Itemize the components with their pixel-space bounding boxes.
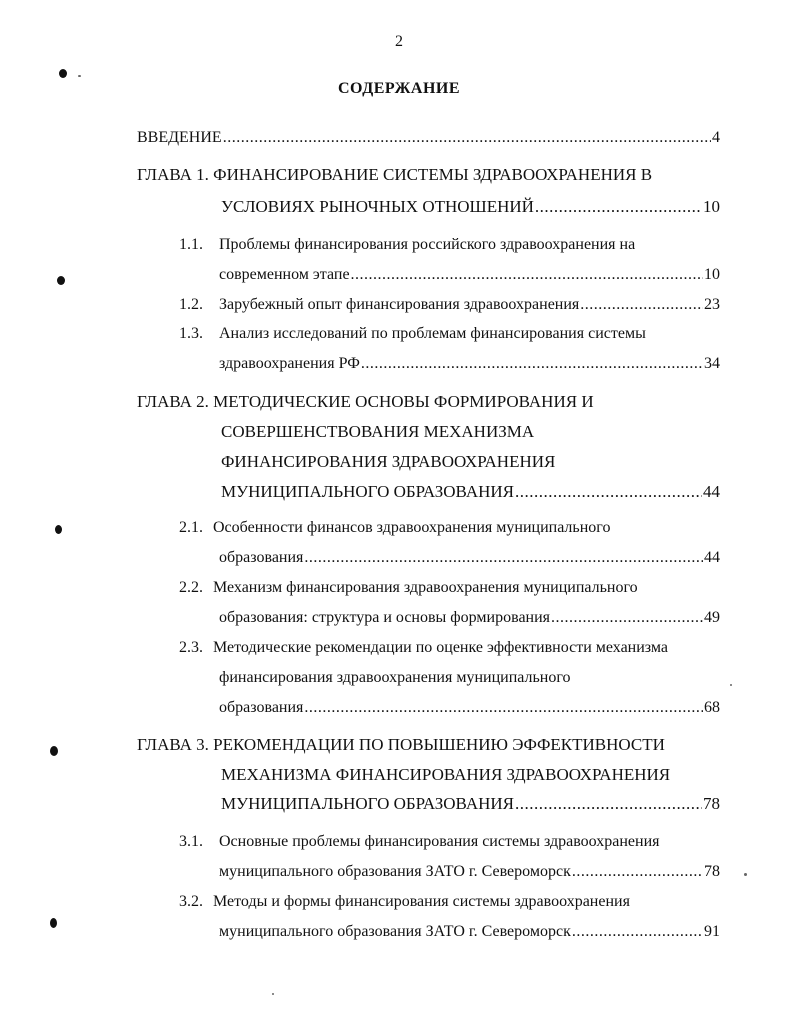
chapter-title-line: УСЛОВИЯХ РЫНОЧНЫХ ОТНОШЕНИЙ	[221, 197, 534, 216]
section-title-line: Особенности финансов здравоохранения муниципального	[213, 519, 611, 536]
scan-speck	[744, 873, 747, 876]
section-number: 1.3.	[179, 325, 203, 342]
section-title-line: современном этапе	[219, 266, 350, 283]
toc-chapter-3-heading[interactable]	[137, 735, 665, 755]
chapter-number: ГЛАВА 1.	[137, 165, 209, 184]
leader-dots	[351, 265, 703, 285]
toc-section-1-3-last	[219, 354, 720, 374]
page-number: 2	[395, 33, 403, 50]
section-number: 1.1.	[179, 236, 203, 253]
toc-chapter-2-last	[221, 482, 720, 502]
toc-section-2-1[interactable]	[179, 518, 610, 538]
toc-section-3-1[interactable]	[179, 832, 660, 852]
chapter-title-line: СОВЕРШЕНСТВОВАНИЯ МЕХАНИЗМА	[221, 422, 535, 441]
chapter-number: ГЛАВА 2.	[137, 392, 209, 411]
section-title-line: финансирования здравоохранения муниципального	[219, 669, 571, 686]
scan-speck	[78, 75, 81, 77]
leader-dots	[223, 128, 711, 148]
section-number: 1.2.	[179, 296, 203, 313]
toc-page-number: 10	[704, 266, 720, 283]
section-title-line: Анализ исследований по проблемам финансирования системы	[219, 325, 646, 342]
leader-dots	[304, 548, 703, 568]
chapter-title-line: РЕКОМЕНДАЦИИ ПО ПОВЫШЕНИЮ ЭФФЕКТИВНОСТИ	[213, 735, 665, 754]
section-number: 3.2.	[179, 893, 203, 910]
section-title-line: образования	[219, 699, 304, 716]
toc-page-number: 91	[704, 923, 720, 940]
toc-section-1-2[interactable]	[179, 295, 720, 315]
toc-section-2-3[interactable]	[179, 638, 668, 658]
toc-entry-intro[interactable]	[137, 128, 720, 148]
scan-blot	[50, 918, 57, 928]
section-title-line: муниципального образования ЗАТО г. Североморск	[219, 863, 571, 880]
chapter-title-line: МЕХАНИЗМА ФИНАНСИРОВАНИЯ ЗДРАВООХРАНЕНИЯ	[221, 765, 671, 784]
leader-dots	[551, 608, 703, 628]
toc-chapter-2-heading[interactable]	[137, 392, 594, 412]
toc-chapter-1-heading[interactable]	[137, 165, 652, 185]
section-title-line: Методические рекомендации по оценке эффективности механизма	[213, 639, 669, 656]
leader-dots	[304, 698, 703, 718]
toc-section-3-2[interactable]	[179, 892, 630, 912]
toc-section-1-1-last	[219, 265, 720, 285]
scan-blot	[59, 69, 67, 78]
section-number: 2.3.	[179, 639, 203, 656]
scan-blot	[50, 746, 58, 756]
chapter-title-line: МУНИЦИПАЛЬНОГО ОБРАЗОВАНИЯ	[221, 794, 514, 813]
toc-section-3-2-last	[219, 922, 720, 942]
section-title-line: Проблемы финансирования российского здравоохранения на	[219, 236, 636, 253]
toc-section-2-2[interactable]	[179, 578, 638, 598]
toc-page-number: 49	[704, 609, 720, 626]
toc-page-number: 68	[704, 699, 720, 716]
section-number: 2.1.	[179, 519, 203, 536]
chapter-number: ГЛАВА 3.	[137, 735, 209, 754]
toc-page-number: 23	[704, 296, 720, 313]
leader-dots	[580, 295, 703, 315]
toc-intro-label: ВВЕДЕНИЕ	[137, 129, 222, 146]
toc-page-number: 10	[703, 197, 720, 216]
section-title-line: муниципального образования ЗАТО г. Североморск	[219, 923, 571, 940]
scan-blot	[57, 276, 65, 285]
chapter-title-line: ФИНАНСИРОВАНИЕ СИСТЕМЫ ЗДРАВООХРАНЕНИЯ В	[213, 165, 653, 184]
toc-chapter-3-last	[221, 794, 720, 814]
section-title-line: Зарубежный опыт финансирования здравоохранения	[219, 296, 580, 313]
toc-page-number: 78	[703, 794, 720, 813]
leader-dots	[535, 197, 702, 217]
section-title-line: Методы и формы финансирования системы здравоохранения	[213, 893, 630, 910]
leader-dots	[361, 354, 703, 374]
toc-chapter-1-last	[221, 197, 720, 217]
section-title-line: Механизм финансирования здравоохранения муниципального	[213, 579, 638, 596]
toc-page-number: 34	[704, 355, 720, 372]
section-number: 3.1.	[179, 833, 203, 850]
section-title-line: здравоохранения РФ	[219, 355, 360, 372]
toc-page-number: 4	[712, 129, 720, 146]
toc-section-2-2-last	[219, 608, 720, 628]
scan-speck	[730, 684, 732, 686]
section-number: 2.2.	[179, 579, 203, 596]
section-title-line: образования	[219, 549, 304, 566]
leader-dots	[515, 794, 702, 814]
toc-page-number: 78	[704, 863, 720, 880]
toc-section-2-3-last	[219, 698, 720, 718]
scan-blot	[55, 525, 62, 534]
toc-section-1-3[interactable]	[179, 324, 646, 344]
scan-speck	[272, 993, 274, 995]
chapter-title-line: МУНИЦИПАЛЬНОГО ОБРАЗОВАНИЯ	[221, 482, 514, 501]
toc-section-1-1[interactable]	[179, 235, 635, 255]
leader-dots	[572, 922, 703, 942]
page-title: СОДЕРЖАНИЕ	[337, 80, 461, 97]
toc-page-number: 44	[704, 549, 720, 566]
chapter-title-line: ФИНАНСИРОВАНИЯ ЗДРАВООХРАНЕНИЯ	[221, 452, 556, 471]
leader-dots	[515, 482, 702, 502]
toc-section-2-1-last	[219, 548, 720, 568]
leader-dots	[572, 862, 703, 882]
chapter-title-line: МЕТОДИЧЕСКИЕ ОСНОВЫ ФОРМИРОВАНИЯ И	[213, 392, 594, 411]
toc-page-number: 44	[703, 482, 720, 501]
section-title-line: образования: структура и основы формирования	[219, 609, 551, 626]
toc-section-3-1-last	[219, 862, 720, 882]
section-title-line: Основные проблемы финансирования системы здравоохранения	[219, 833, 660, 850]
